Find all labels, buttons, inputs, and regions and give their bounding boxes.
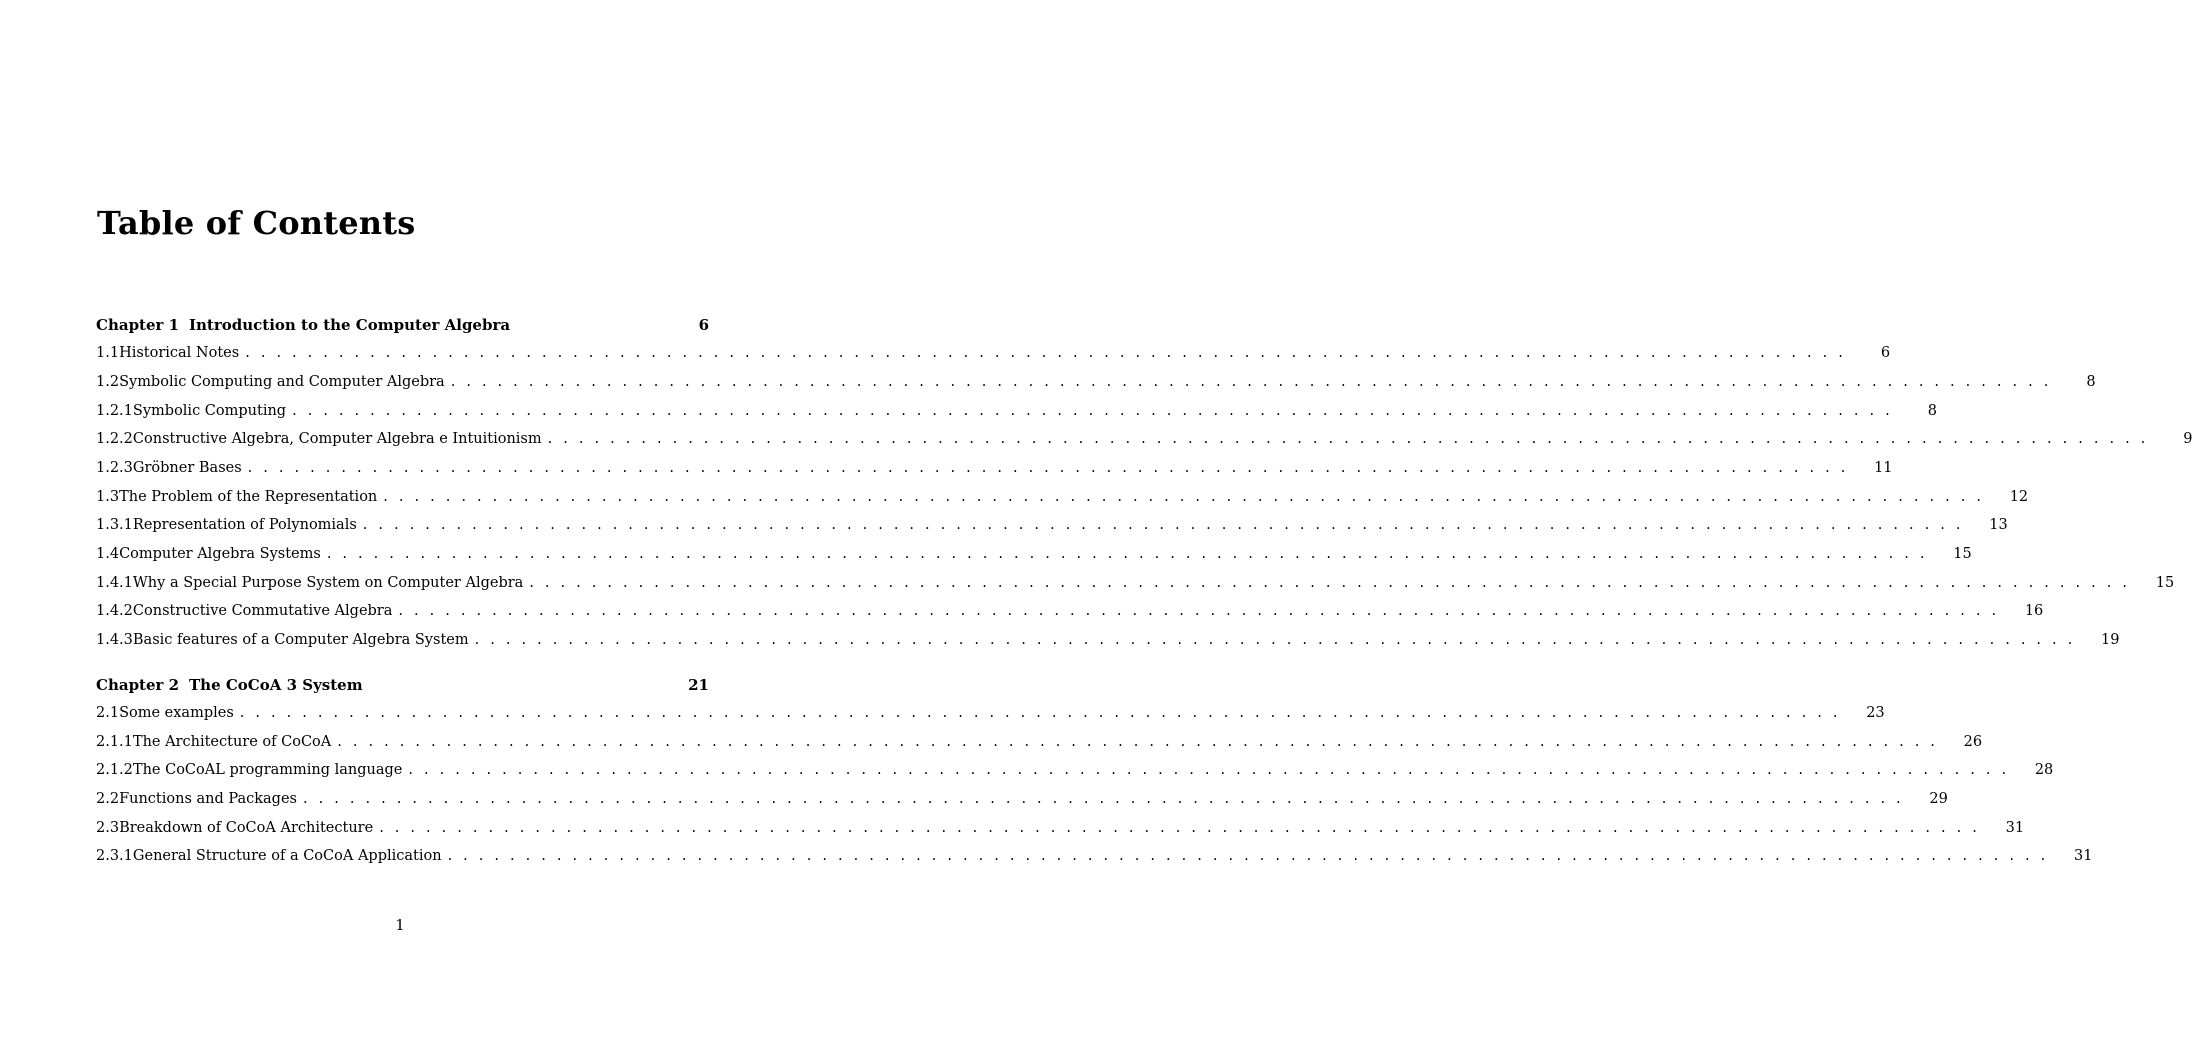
toc-entry-number: 1.2 <box>96 374 120 390</box>
toc-entry-page: 8 <box>1927 403 1937 419</box>
toc-entry-page: 6 <box>698 316 709 334</box>
toc-section-entry[interactable] <box>96 791 1948 815</box>
toc-entry-page: 21 <box>688 676 709 694</box>
toc-entry-page: 6 <box>1880 345 1891 361</box>
toc-chapter-entry[interactable] <box>96 676 709 700</box>
toc-entry-number: 1.3 <box>96 489 120 505</box>
toc-dot-leader <box>327 546 1928 562</box>
toc-section-entry[interactable] <box>96 820 2025 844</box>
page-number: 1 <box>395 916 405 934</box>
toc-dot-leader <box>363 517 1964 533</box>
toc-entry-number: 1.3.1 <box>96 517 133 533</box>
toc-dot-leader <box>303 791 1904 807</box>
toc-chapter-entry[interactable] <box>96 316 709 340</box>
toc-subsection-entry[interactable] <box>96 762 2054 786</box>
toc-entry-title: Constructive Commutative Algebra <box>132 603 393 619</box>
toc-entry-number: 1.2.2 <box>96 431 133 447</box>
toc-dot-leader <box>548 431 2149 447</box>
toc-entry-page: 19 <box>2101 632 2120 648</box>
toc-entry-page: 11 <box>1874 460 1893 476</box>
toc-subsection-entry[interactable] <box>96 632 2120 656</box>
toc-dot-leader <box>529 575 2130 591</box>
toc-entry-title: Introduction to the Computer Algebra <box>189 316 511 334</box>
toc-entry-title: Why a Special Purpose System on Computer Algebra <box>132 575 524 591</box>
toc-entry-title: The Architecture of CoCoA <box>132 734 332 750</box>
toc-entry-page: 15 <box>2155 575 2175 591</box>
toc-entry-title: The CoCoAL programming language <box>132 762 403 778</box>
toc-entry-page: 28 <box>2034 762 2054 778</box>
toc-entry-title: Basic features of a Computer Algebra System <box>132 632 469 648</box>
toc-dot-leader <box>383 489 1984 505</box>
toc-dot-leader <box>248 460 1849 476</box>
toc-dot-leader <box>448 848 2049 864</box>
toc-entry-number: 1.2.1 <box>96 403 133 419</box>
toc-subsection-entry[interactable] <box>96 848 2093 872</box>
toc-entry-page: 31 <box>2073 848 2093 864</box>
toc-entry-page: 9 <box>2183 431 2193 447</box>
toc-dot-leader <box>475 632 2076 648</box>
toc-section-entry[interactable] <box>96 546 1972 570</box>
page-title: Table of Contents <box>97 204 416 242</box>
toc-dot-leader <box>240 705 1841 721</box>
toc-entry-title: Symbolic Computing <box>132 403 287 419</box>
toc-entry-title: Computer Algebra Systems <box>119 546 321 562</box>
toc-subsection-entry[interactable] <box>96 431 2193 455</box>
toc-entry-page: 29 <box>1929 791 1948 807</box>
toc-entry-number: Chapter 1 <box>96 316 180 334</box>
toc-dot-leader <box>337 734 1938 750</box>
toc-subsection-entry[interactable] <box>96 460 1893 484</box>
toc-entry-title: The CoCoA 3 System <box>189 676 363 694</box>
toc-dot-leader <box>292 403 1893 419</box>
toc-subsection-entry[interactable] <box>96 603 2044 627</box>
toc-entry-number: 2.1.2 <box>96 762 133 778</box>
toc-dot-leader <box>408 762 2009 778</box>
toc-subsection-entry[interactable] <box>96 575 2175 599</box>
toc-subsection-entry[interactable] <box>96 403 1937 427</box>
toc-subsection-entry[interactable] <box>96 734 1983 758</box>
toc-entry-number: Chapter 2 <box>96 676 180 694</box>
toc-entry-page: 16 <box>2024 603 2044 619</box>
toc-entry-number: 1.2.3 <box>96 460 133 476</box>
toc-section-entry[interactable] <box>96 374 2096 398</box>
toc-entry-title: The Problem of the Representation <box>119 489 378 505</box>
toc-entry-number: 1.4.1 <box>96 575 133 591</box>
toc-entry-title: Functions and Packages <box>119 791 297 807</box>
toc-entry-title: Breakdown of CoCoA Architecture <box>119 820 374 836</box>
toc-entry-number: 1.4.3 <box>96 632 133 648</box>
toc-entry-number: 2.3.1 <box>96 848 133 864</box>
toc-entry-number: 1.1 <box>96 345 120 361</box>
toc-section-entry[interactable] <box>96 345 1891 369</box>
toc-section-entry[interactable] <box>96 705 1885 729</box>
toc-entry-number: 2.1.1 <box>96 734 133 750</box>
toc-entry-title: Representation of Polynomials <box>132 517 357 533</box>
toc-dot-leader <box>451 374 2052 390</box>
toc-entry-title: Gröbner Bases <box>132 460 242 476</box>
toc-entry-number: 2.3 <box>96 820 120 836</box>
toc-subsection-entry[interactable] <box>96 517 2008 541</box>
toc-entry-page: 23 <box>1866 705 1885 721</box>
toc-entry-page: 8 <box>2086 374 2096 390</box>
toc-entry-page: 12 <box>2009 489 2029 505</box>
toc-entry-title: Constructive Algebra, Computer Algebra e Intuitionism <box>132 431 542 447</box>
toc-entry-page: 31 <box>2005 820 2025 836</box>
toc-entry-number: 2.2 <box>96 791 120 807</box>
toc-entry-title: Some examples <box>119 705 234 721</box>
toc-section-entry[interactable] <box>96 489 2029 513</box>
toc-dot-leader <box>379 820 1980 836</box>
toc-entry-page: 13 <box>1989 517 2008 533</box>
toc-dot-leader <box>398 603 1999 619</box>
toc-entry-title: General Structure of a CoCoA Application <box>132 848 442 864</box>
toc-entry-title: Historical Notes <box>119 345 240 361</box>
toc-dot-leader <box>245 345 1846 361</box>
toc-entry-number: 2.1 <box>96 705 120 721</box>
toc-entry-page: 26 <box>1963 734 1983 750</box>
toc-entry-page: 15 <box>1953 546 1972 562</box>
toc-entry-number: 1.4.2 <box>96 603 133 619</box>
toc-entry-number: 1.4 <box>96 546 120 562</box>
toc-entry-title: Symbolic Computing and Computer Algebra <box>119 374 445 390</box>
